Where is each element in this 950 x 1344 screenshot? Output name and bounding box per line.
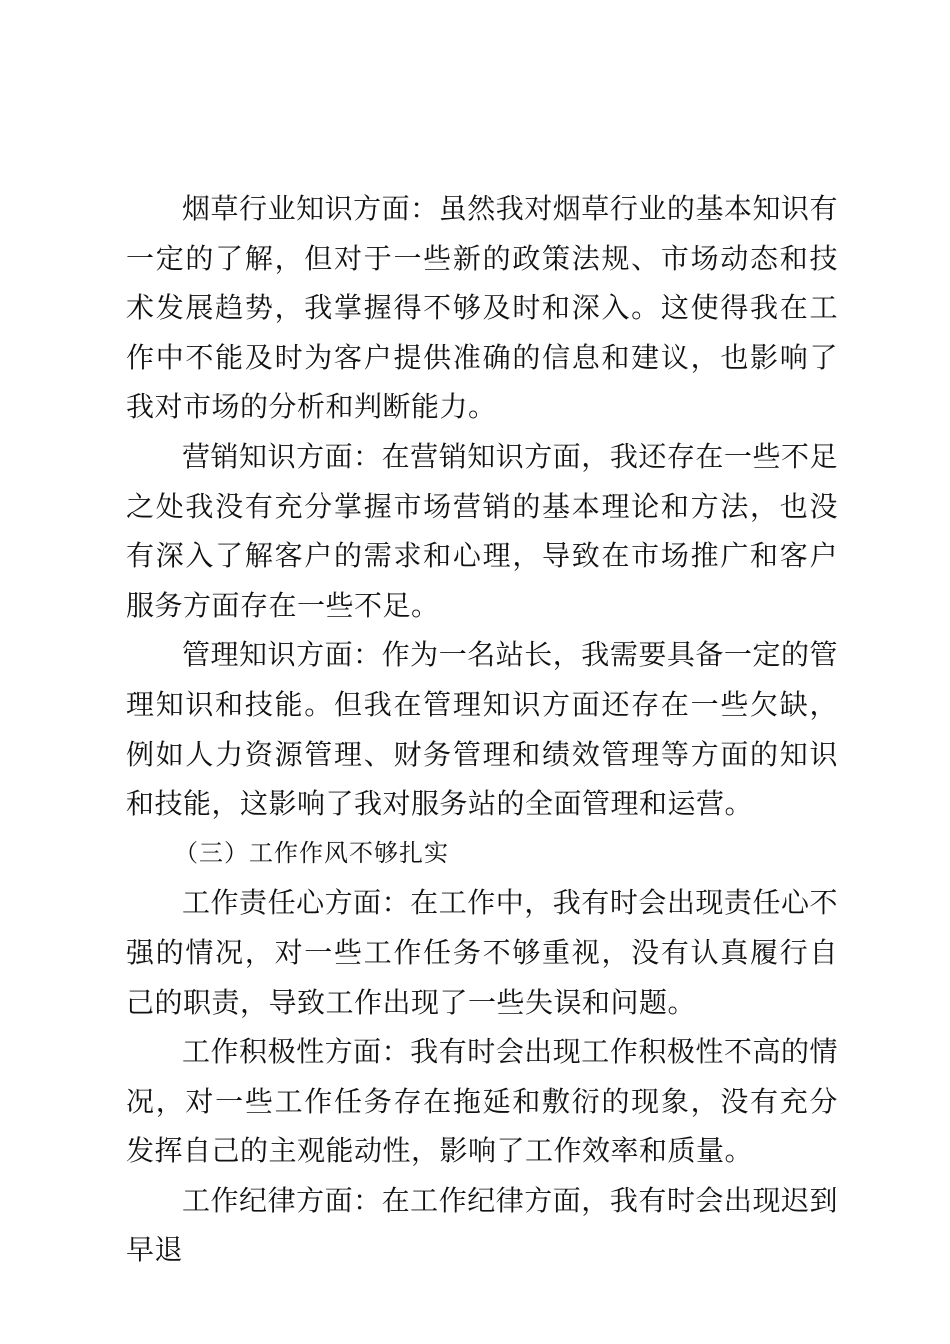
paragraph-marketing-knowledge: 营销知识方面：在营销知识方面，我还存在一些不足之处我没有充分掌握市场营销的基本理论和方法，也没有深入了解客户的需求和心理，导致在市场推广和客户服务方面存在一些不足。: [126, 439, 838, 622]
paragraph-management-knowledge: 管理知识方面：作为一名站长，我需要具备一定的管理知识和技能。但我在管理知识方面还存在一些欠缺，例如人力资源管理、财务管理和绩效管理等方面的知识和技能，这影响了我对服务站的全面管理和运营。: [126, 638, 838, 821]
paragraph-tobacco-knowledge: 烟草行业知识方面：虽然我对烟草行业的基本知识有一定的了解，但对于一些新的政策法规、市场动态和技术发展趋势，我掌握得不够及时和深入。这使得我在工作中不能及时为客户提供准确的信息和建议，也影响了我对市场的分析和判断能力。: [126, 192, 838, 424]
paragraph-initiative: 工作积极性方面：我有时会出现工作积极性不高的情况，对一些工作任务存在拖延和敷衍的现象，没有充分发挥自己的主观能动性，影响了工作效率和质量。: [126, 1035, 838, 1168]
document-body: [126, 184, 838, 1275]
section-heading-work-style: （三）工作作风不够扎实: [174, 838, 449, 867]
paragraph-discipline: 工作纪律方面：在工作纪律方面，我有时会出现迟到早退: [126, 1183, 838, 1267]
paragraph-responsibility: 工作责任心方面：在工作中，我有时会出现责任心不强的情况，对一些工作任务不够重视，没有认真履行自己的职责，导致工作出现了一些失误和问题。: [126, 886, 838, 1019]
